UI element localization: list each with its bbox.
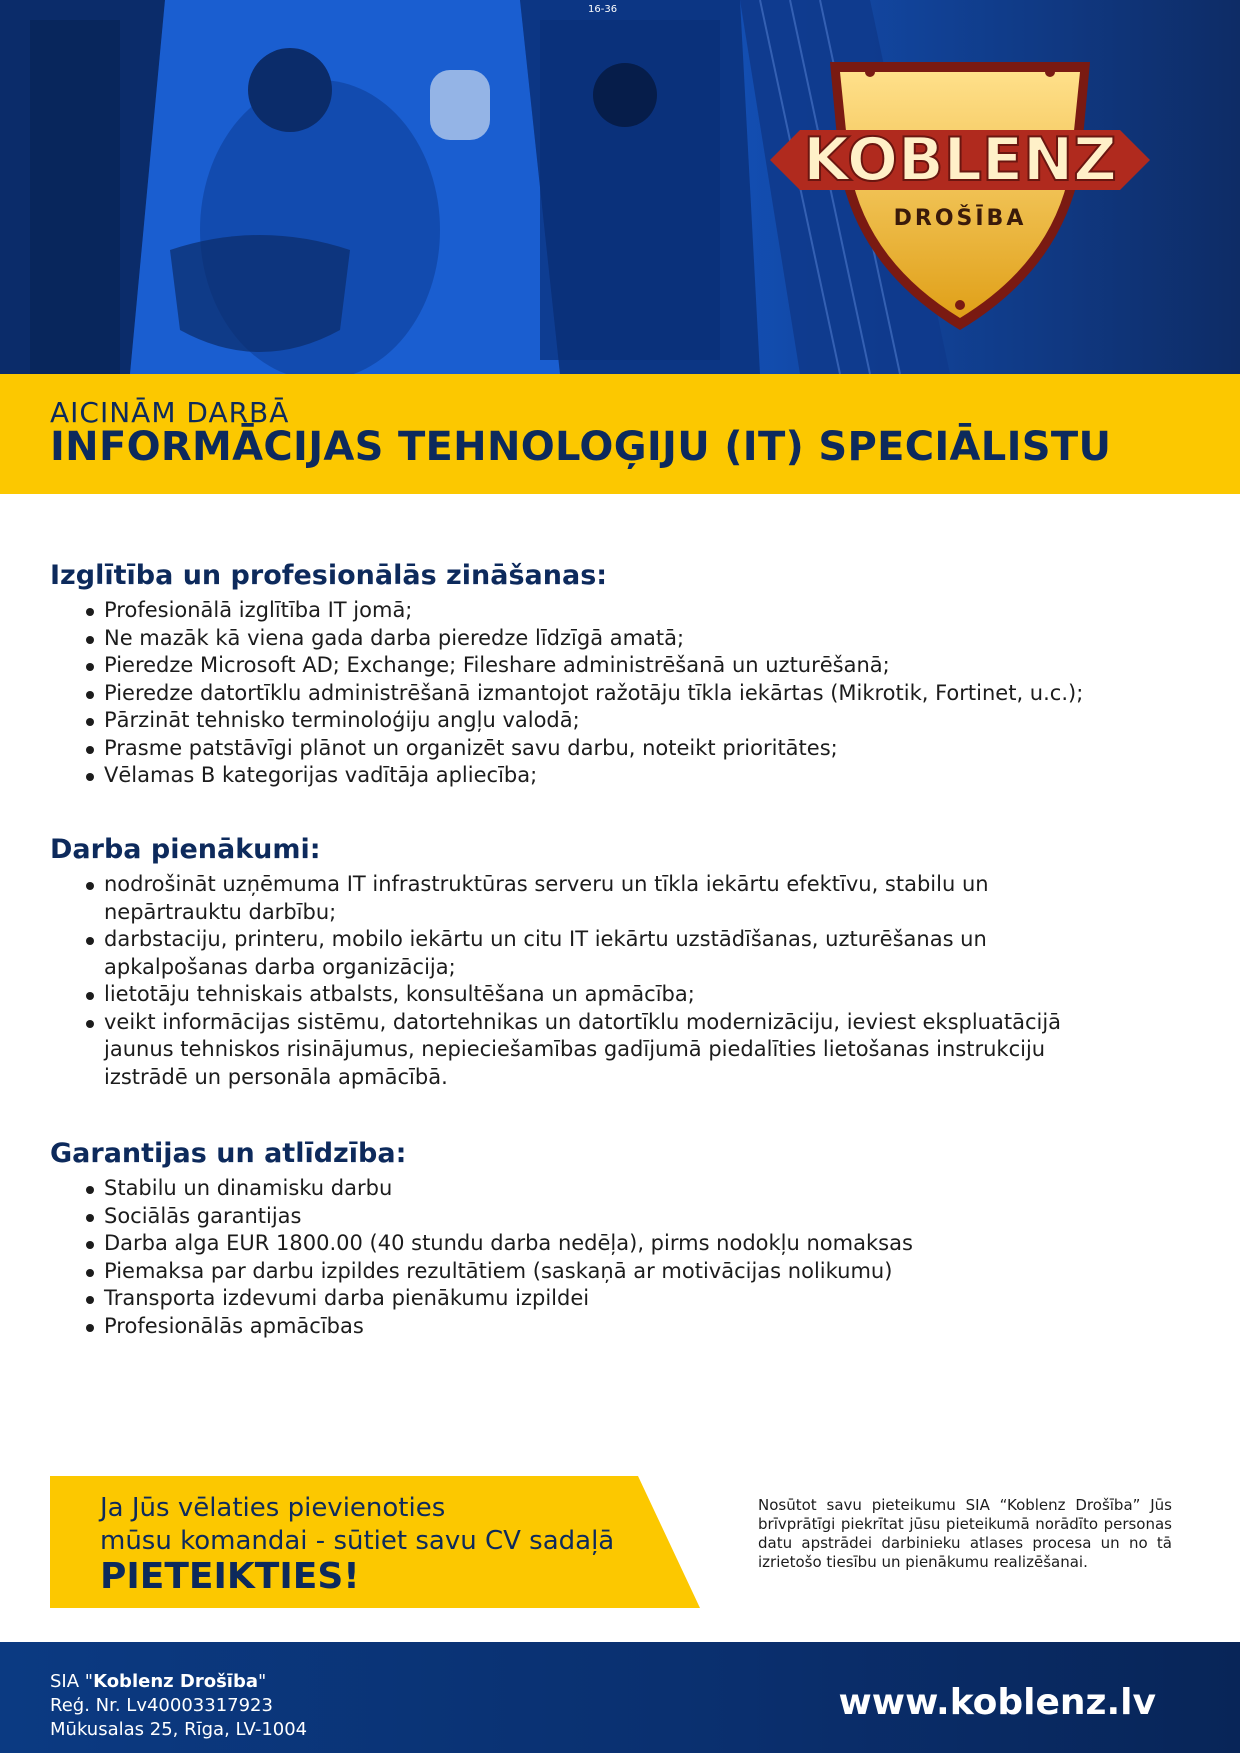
list-item: lietotāju tehniskais atbalsts, konsultēšana un apmācība; [104,981,1100,1009]
section-title: Darba pienākumi: [50,834,321,865]
list-item: Sociālās garantijas [104,1203,1190,1231]
list-item: Ne mazāk kā viena gada darba pieredze līdzīgā amatā; [104,625,1190,653]
list-item: Pārzināt tehnisko terminoloģiju angļu valodā; [104,707,1190,735]
callout-line-1: Ja Jūs vēlaties pievienoties [100,1493,446,1523]
hero-illustration [0,0,1240,374]
list-item: Pieredze datortīklu administrēšanā izmantojot ražotāju tīkla iekārtas (Mikrotik, Fortinet, u.c.); [104,680,1190,708]
list-item: nodrošināt uzņēmuma IT infrastruktūras serveru un tīkla iekārtu efektīvu, stabilu un nepārtrauktu darbību; [104,871,1100,926]
list-item: Profesionālās apmācības [104,1313,1190,1341]
list-item: Vēlamas B kategorijas vadītāja apliecība; [104,762,1190,790]
callout-text [100,1492,614,1558]
apply-callout [50,1476,700,1608]
requirements-list [50,597,1190,790]
list-item: Profesionālā izglītība IT jomā; [104,597,1190,625]
footer [0,1642,1240,1753]
list-item: Prasme patstāvīgi plānot un organizēt savu darbu, noteikt prioritātes; [104,735,1190,763]
list-item: Piemaksa par darbu izpildes rezultātiem (saskaņā ar motivācijas nolikumu) [104,1258,1190,1286]
job-title: INFORMĀCIJAS TEHNOLOĢIJU (IT) SPECIĀLISTU [50,424,1112,470]
company-name-line [50,1670,307,1694]
company-prefix: SIA " [50,1671,94,1692]
company-name: Koblenz Drošība [93,1671,258,1692]
company-suffix: " [257,1671,267,1692]
list-item: Transporta izdevumi darba pienākumu izpildei [104,1285,1190,1313]
apply-link[interactable]: PIETEIKTIES! [100,1556,360,1597]
duties-list [50,871,1190,1091]
education-section [50,560,1190,790]
hero-photo-collage [0,0,1240,374]
company-info [50,1670,307,1742]
section-title: Garantijas un atlīdzība: [50,1138,407,1169]
logo-wordmark: KOBLENZ [803,125,1117,195]
list-item: Stabilu un dinamisku darbu [104,1175,1190,1203]
list-item: veikt informācijas sistēmu, datortehnikas un datortīklu modernizāciju, ieviest ekspluatācijā jaunus tehniskos risinājumus, nepieciešamības gadījumā piedalīties lietošanas instrukciju izstrādē un personāla apmācībā. [104,1009,1100,1092]
list-item: Darba alga EUR 1800.00 (40 stundu darba nedēļa), pirms nodokļu nomaksas [104,1230,1190,1258]
duties-section [50,834,1190,1091]
callout-line-2: mūsu komandai - sūtiet savu CV sadaļā [100,1526,615,1556]
list-item: Pieredze Microsoft AD; Exchange; Fileshare administrēšanā un uzturēšanā; [104,652,1190,680]
benefits-list [50,1175,1190,1340]
job-kicker: AICINĀM DARBĀ [50,396,290,429]
company-address: Mūkusalas 25, Rīga, LV-1004 [50,1719,308,1740]
list-item: darbstaciju, printeru, mobilo iekārtu un citu IT iekārtu uzstādīšanas, uzturēšanas un apkalpošanas darba organizācija; [104,926,1100,981]
privacy-notice: Nosūtot savu pieteikumu SIA “Koblenz Drošība” Jūs brīvprātīgi piekrītat jūsu pieteikumā norādīto personas datu apstrādei darbinieku atlases procesa un no tā izrietošo tiesību un pienākumu realizēšanai. [758,1496,1172,1571]
door-sign-label: 16-36 [588,4,618,15]
registration-number: Reģ. Nr. Lv40003317923 [50,1695,273,1716]
section-title: Izglītība un profesionālās zināšanas: [50,560,608,591]
benefits-section [50,1138,1190,1340]
logo-subtitle: DROŠĪBA [893,206,1027,231]
website-link[interactable]: www.koblenz.lv [838,1682,1156,1723]
headline-banner [0,374,1240,494]
